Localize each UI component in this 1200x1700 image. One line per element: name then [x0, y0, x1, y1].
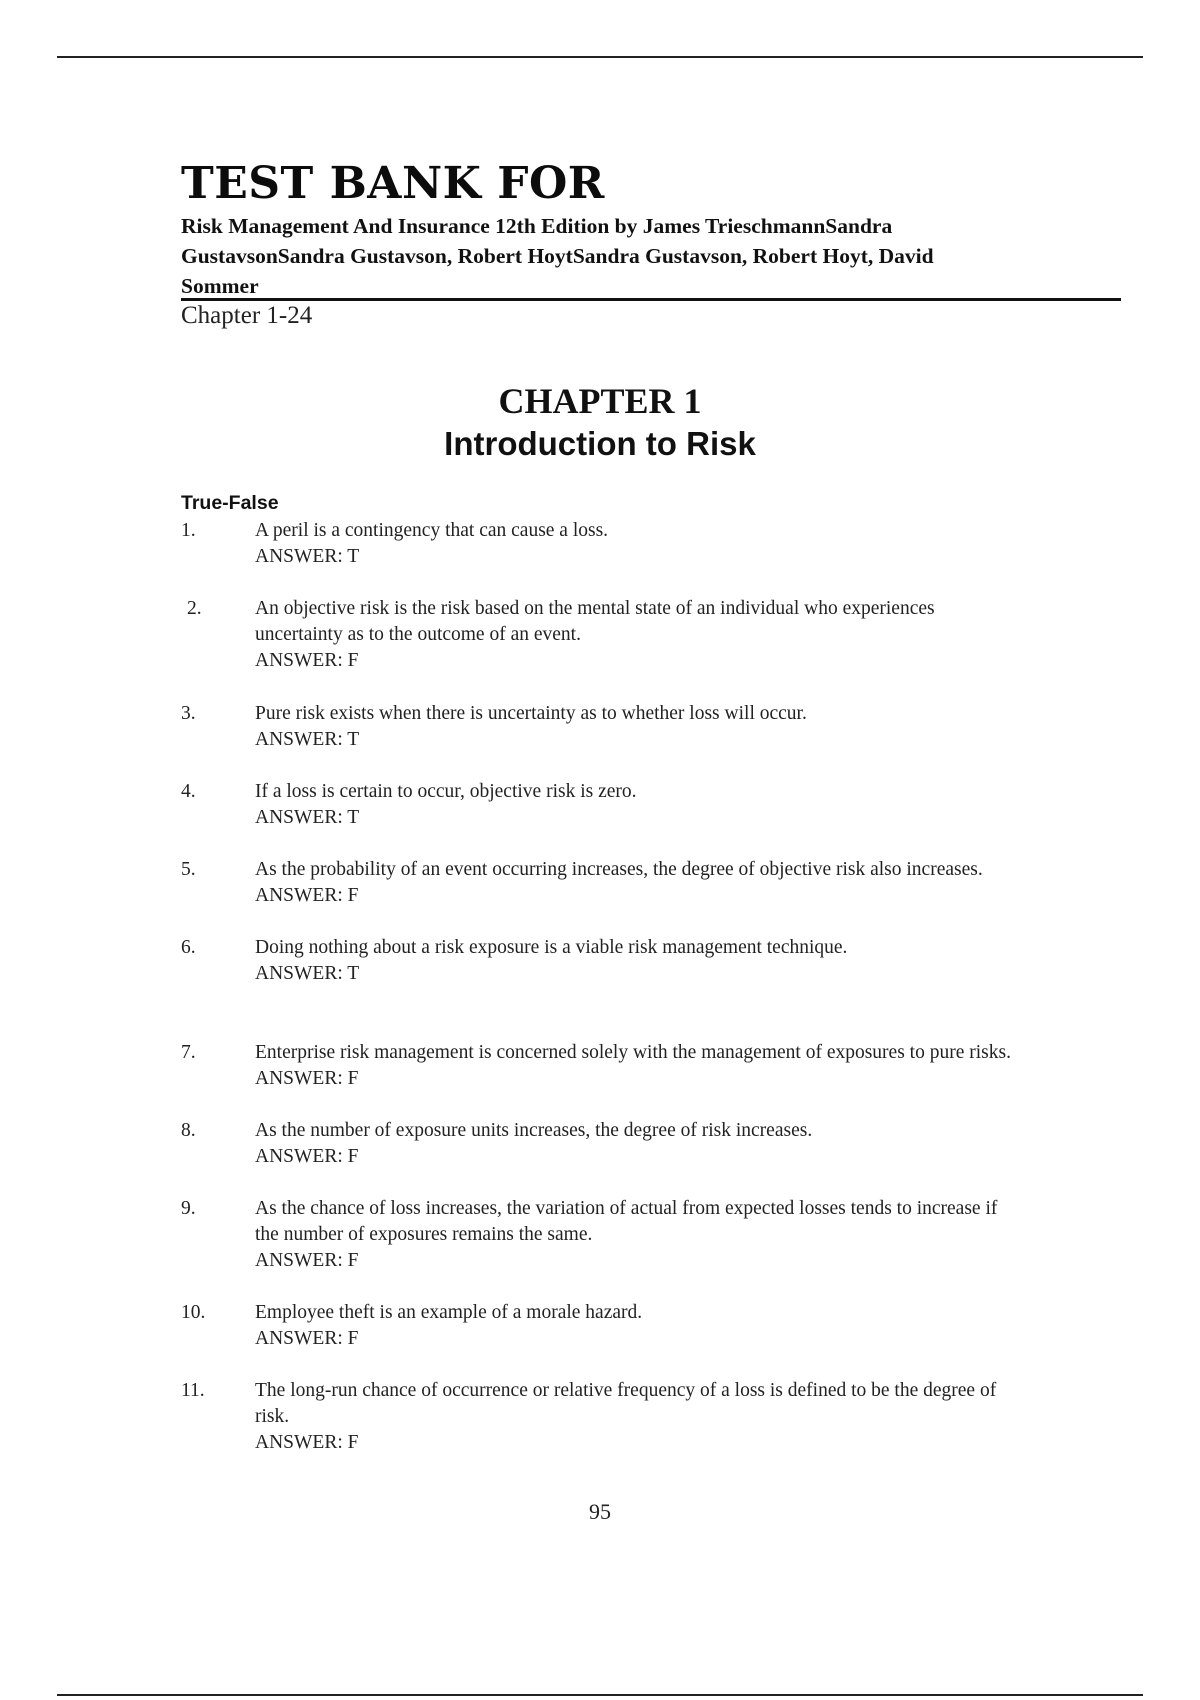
question-number: 3.	[181, 703, 196, 724]
section-label: True-False	[181, 492, 279, 514]
question-text: An objective risk is the risk based on the mental state of an individual who experiences	[255, 598, 935, 619]
chapter-title: Introduction to Risk	[444, 425, 756, 462]
question-number: 4.	[181, 781, 196, 802]
question-list	[181, 518, 1141, 1456]
question-number: 7.	[181, 1042, 196, 1063]
chapter-number: CHAPTER 1	[498, 381, 702, 421]
question-number: 5.	[181, 859, 196, 880]
question-number: 10.	[181, 1302, 206, 1323]
bottom-rule	[57, 1694, 1143, 1696]
question-item	[181, 701, 1141, 753]
question-number: 8.	[181, 1120, 196, 1141]
question-item	[181, 596, 1141, 674]
question-number: 1.	[181, 520, 196, 541]
question-item	[181, 1118, 1141, 1170]
question-text: Enterprise risk management is concerned solely with the management of exposures to pure risks.	[255, 1042, 1011, 1063]
question-item	[181, 1378, 1141, 1456]
question-item	[181, 1196, 1141, 1274]
book-title-line-3: Sommer	[181, 274, 259, 298]
book-title-line-1: Risk Management And Insurance 12th Edition by James TrieschmannSandra	[181, 214, 893, 238]
book-title-line-2: GustavsonSandra Gustavson, Robert HoytSandra Gustavson, Robert Hoyt, David	[181, 244, 934, 268]
chapter-range: Chapter 1-24	[181, 302, 313, 329]
question-answer: ANSWER: T	[255, 546, 360, 567]
question-item	[181, 518, 1141, 570]
question-answer: ANSWER: T	[255, 729, 360, 750]
question-number: 2.	[187, 598, 202, 619]
question-answer: ANSWER: F	[255, 1146, 359, 1167]
question-answer: ANSWER: F	[255, 1068, 359, 1089]
top-rule	[57, 56, 1143, 58]
question-number: 9.	[181, 1198, 196, 1219]
document-header	[181, 158, 1121, 300]
page-number: 95	[589, 1499, 611, 1524]
question-item	[181, 1040, 1141, 1092]
question-answer: ANSWER: F	[255, 650, 359, 671]
question-item	[181, 1300, 1141, 1352]
question-answer: ANSWER: T	[255, 807, 360, 828]
question-text: As the number of exposure units increases, the degree of risk increases.	[255, 1120, 813, 1141]
question-text: The long-run chance of occurrence or relative frequency of a loss is defined to be the degree of	[255, 1380, 997, 1401]
question-text: As the probability of an event occurring increases, the degree of objective risk also increases.	[255, 859, 983, 880]
question-number: 11.	[181, 1380, 205, 1401]
question-answer: ANSWER: F	[255, 885, 359, 906]
question-text: risk.	[255, 1406, 290, 1427]
question-answer: ANSWER: F	[255, 1328, 359, 1349]
question-answer: ANSWER: F	[255, 1250, 359, 1271]
question-text: As the chance of loss increases, the variation of actual from expected losses tends to increase if	[255, 1198, 998, 1219]
question-item	[181, 779, 1141, 831]
header-rule	[181, 298, 1121, 301]
chapter-heading	[0, 380, 1200, 466]
question-text: Doing nothing about a risk exposure is a viable risk management technique.	[255, 937, 848, 958]
question-text: uncertainty as to the outcome of an event.	[255, 624, 581, 645]
question-number: 6.	[181, 937, 196, 958]
question-text: Employee theft is an example of a morale hazard.	[255, 1302, 643, 1323]
question-text: A peril is a contingency that can cause a loss.	[255, 520, 609, 541]
question-text: the number of exposures remains the same.	[255, 1224, 593, 1245]
test-bank-title: TEST BANK FOR	[181, 158, 605, 209]
question-item	[181, 857, 1141, 909]
question-text: Pure risk exists when there is uncertainty as to whether loss will occur.	[255, 703, 807, 724]
question-text: If a loss is certain to occur, objective risk is zero.	[255, 781, 637, 802]
question-item	[181, 935, 1141, 987]
question-answer: ANSWER: F	[255, 1432, 359, 1453]
question-answer: ANSWER: T	[255, 963, 360, 984]
